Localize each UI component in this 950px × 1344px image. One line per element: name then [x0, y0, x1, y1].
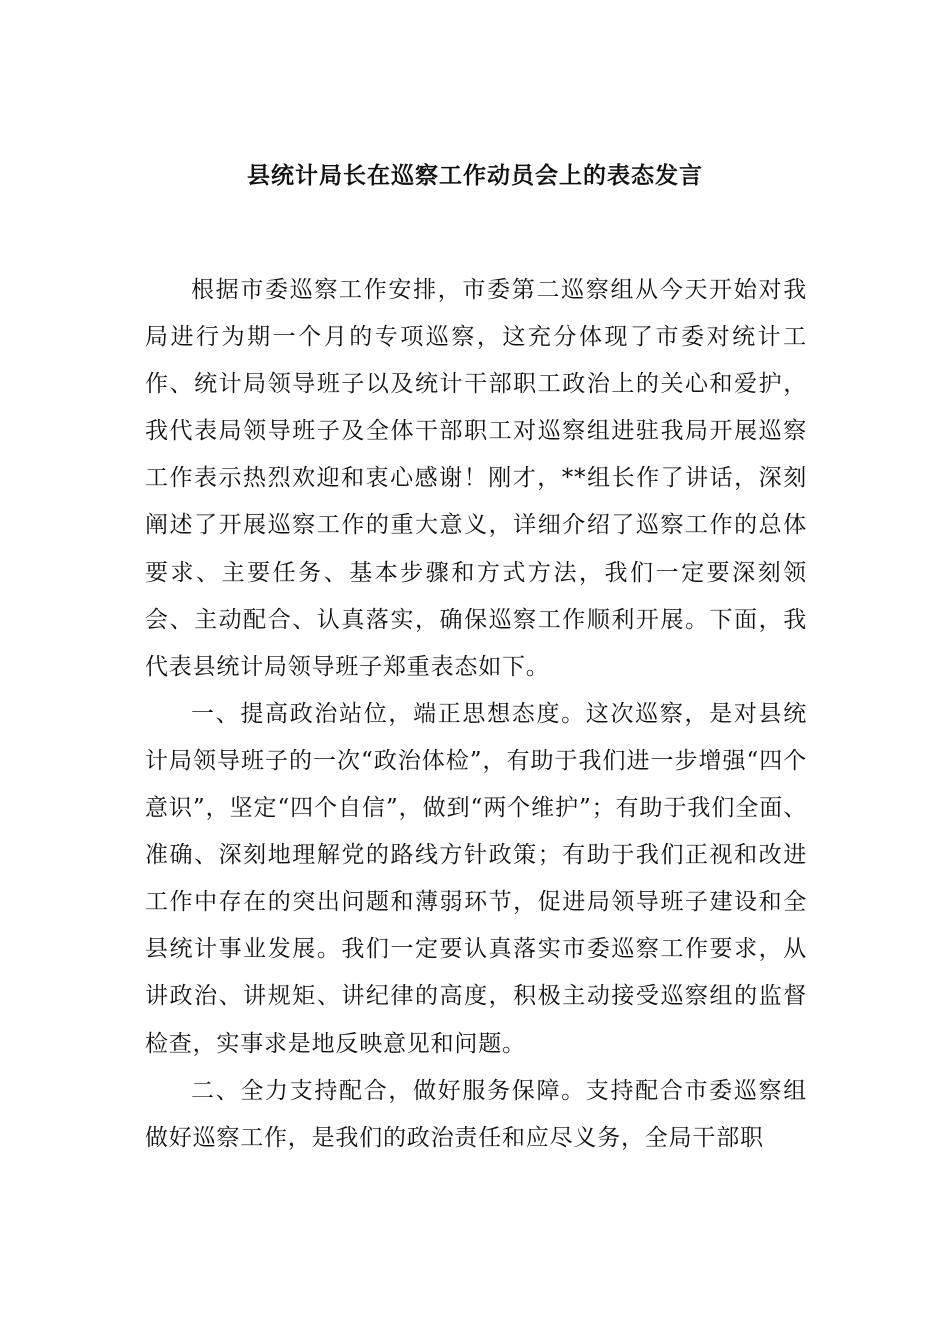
- paragraph-intro: 根据市委巡察工作安排，市委第二巡察组从今天开始对我局进行为期一个月的专项巡察，这充分体现了市委对统计工作、统计局领导班子以及统计干部职工政治上的关心和爱护，我代表局领导班子及全体干部职工对巡察组进驻我局开展巡察工作表示热烈欢迎和衷心感谢！刚才，**组长作了讲话，深刻阐述了开展巡察工作的重大意义，详细介绍了巡察工作的总体要求、主要任务、基本步骤和方式方法，我们一定要深刻领会、主动配合、认真落实，确保巡察工作顺利开展。下面，我代表县统计局领导班子郑重表态如下。: [145, 277, 807, 680]
- paragraph-point-two: 二、全力支持配合，做好服务保障。支持配合市委巡察组做好巡察工作，是我们的政治责任和应尽义务，全局干部职: [145, 1077, 807, 1151]
- paragraph-point-one: 一、提高政治站位，端正思想态度。这次巡察，是对县统计局领导班子的一次“政治体检”，有助于我们进一步增强“四个意识”，坚定“四个自信”，做到“两个维护”；有助于我们全面、准确、深刻地理解党的路线方针政策；有助于我们正视和改进工作中存在的突出问题和薄弱环节，促进局领导班子建设和全县统计事业发展。我们一定要认真落实市委巡察工作要求，从讲政治、讲规矩、讲纪律的高度，积极主动接受巡察组的监督检查，实事求是地反映意见和问题。: [145, 700, 807, 1057]
- document-title: 县统计局长在巡察工作动员会上的表态发言: [247, 162, 703, 189]
- document-body: [145, 267, 807, 1162]
